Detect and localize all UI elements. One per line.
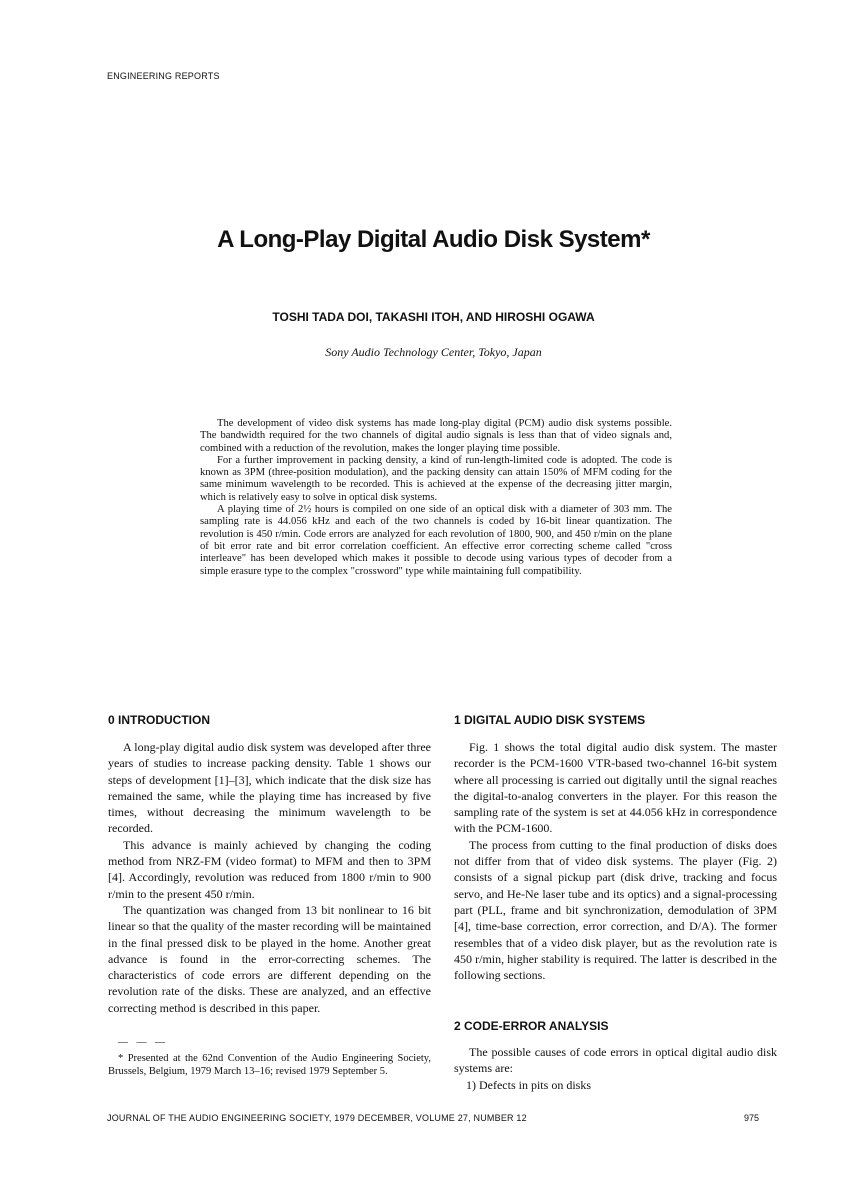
body-paragraph: This advance is mainly achieved by changing the coding method from NRZ-FM (video format) to MFM and then to 3PM [4]. Accordingly, revolution was reduced from 1800 r/min to 900 r/min to the present 450 r/min. (108, 837, 431, 901)
abstract-paragraph: The development of video disk systems has made long-play digital (PCM) audio disk systems possible. The bandwidth required for the two channels of digital audio signals is less than that of video signals and, combined with a reduction of the revolution, makes the longer playing time possible. (200, 418, 672, 454)
introduction-body (108, 739, 431, 1016)
body-paragraph: A long-play digital audio disk system was developed after three years of studies to increase packing density. Table 1 shows our steps of development [1]–[3], which indicate that the disk size has remained the same, while the playing time has increased by five times, without decreasing the minimum wavelength to be recorded. (108, 740, 431, 836)
abstract-paragraph: A playing time of 2½ hours is compiled on one side of an optical disk with a diameter of 303 mm. The sampling rate is 44.056 kHz and each of the two channels is coded by 16-bit linear quantization. The revolution is 450 r/min. Code errors are analyzed for each revolution of 1800, 900, and 450 r/min on the plane of bit error rate and bit error correlation coefficient. An effective error correcting scheme called "cross interleave" has been developed which makes it possible to decode using various types of decoder from a simple erasure type to the complex "crossword" type while maintaining full compatibility. (200, 504, 672, 577)
body-paragraph: The possible causes of code errors in optical digital audio disk systems are: (454, 1045, 777, 1076)
footnote-text: * Presented at the 62nd Convention of the Audio Engineering Society, Brussels, Belgium, 1979 March 13–16; revised 1979 September 5. (108, 1053, 431, 1077)
page-number: 975 (744, 1113, 760, 1123)
running-head: ENGINEERING REPORTS (107, 71, 220, 81)
authors: TOSHI TADA DOI, TAKASHI ITOH, AND HIROSHI OGAWA (272, 310, 595, 324)
digital-audio-body (454, 739, 777, 983)
body-paragraph: Fig. 1 shows the total digital audio disk system. The master recorder is the PCM-1600 VTR-based two-channel 16-bit system where all processing is carried out digitally until the signal reaches the digital-to-analog converters in the player. For this reason the sampling rate of the system is set at 44.056 kHz in correspondence with the PCM-1600. (454, 740, 777, 836)
list-item: 1) Defects in pits on disks (466, 1077, 591, 1092)
abstract-paragraph: For a further improvement in packing density, a kind of run-length-limited code is adopted. The code is known as 3PM (three-position modulation), and the packing density can attain 150% of MFM coding for the same minimum wavelength to be recorded. This is achieved at the expense of the decreasing jitter margin, which is relatively easy to solve in optical disk systems. (200, 454, 672, 503)
body-paragraph: The process from cutting to the final production of disks does not differ from that of video disk systems. The player (Fig. 2) consists of a signal pickup part (disk drive, tracking and focus servo, and He-Ne laser tube and its optics) and a signal-processing part (PLL, frame and bit synchronization, demodulation of 3PM [4], time-base correction, error correction, and D/A). The former resembles that of a video disk player, but as the revolution rate is 450 r/min, higher stability is required. The latter is described in the following sections. (454, 837, 777, 983)
footnote-rule: — — — (118, 1037, 168, 1048)
code-error-body (454, 1044, 777, 1093)
body-paragraph: The quantization was changed from 13 bit nonlinear to 16 bit linear so that the quality of the master recording will be maintained in the final pressed disk to be played in the home. Another great advance is found in the error-correcting schemes. The characteristics of code errors are different depending on the revolution rate of the disks. These are analyzed, and an effective correcting method is described in this paper. (108, 902, 431, 1015)
affiliation: Sony Audio Technology Center, Tokyo, Japan (325, 345, 542, 359)
section-heading-code-error-analysis: 2 CODE-ERROR ANALYSIS (454, 1019, 609, 1033)
section-heading-introduction: 0 INTRODUCTION (108, 713, 210, 727)
abstract (200, 418, 672, 578)
section-heading-digital-audio-disk-systems: 1 DIGITAL AUDIO DISK SYSTEMS (454, 713, 646, 727)
paper-title: A Long-Play Digital Audio Disk System* (217, 226, 650, 253)
footnote (108, 1053, 431, 1078)
journal-footer: JOURNAL OF THE AUDIO ENGINEERING SOCIETY, 1979 DECEMBER, VOLUME 27, NUMBER 12 (107, 1113, 527, 1123)
